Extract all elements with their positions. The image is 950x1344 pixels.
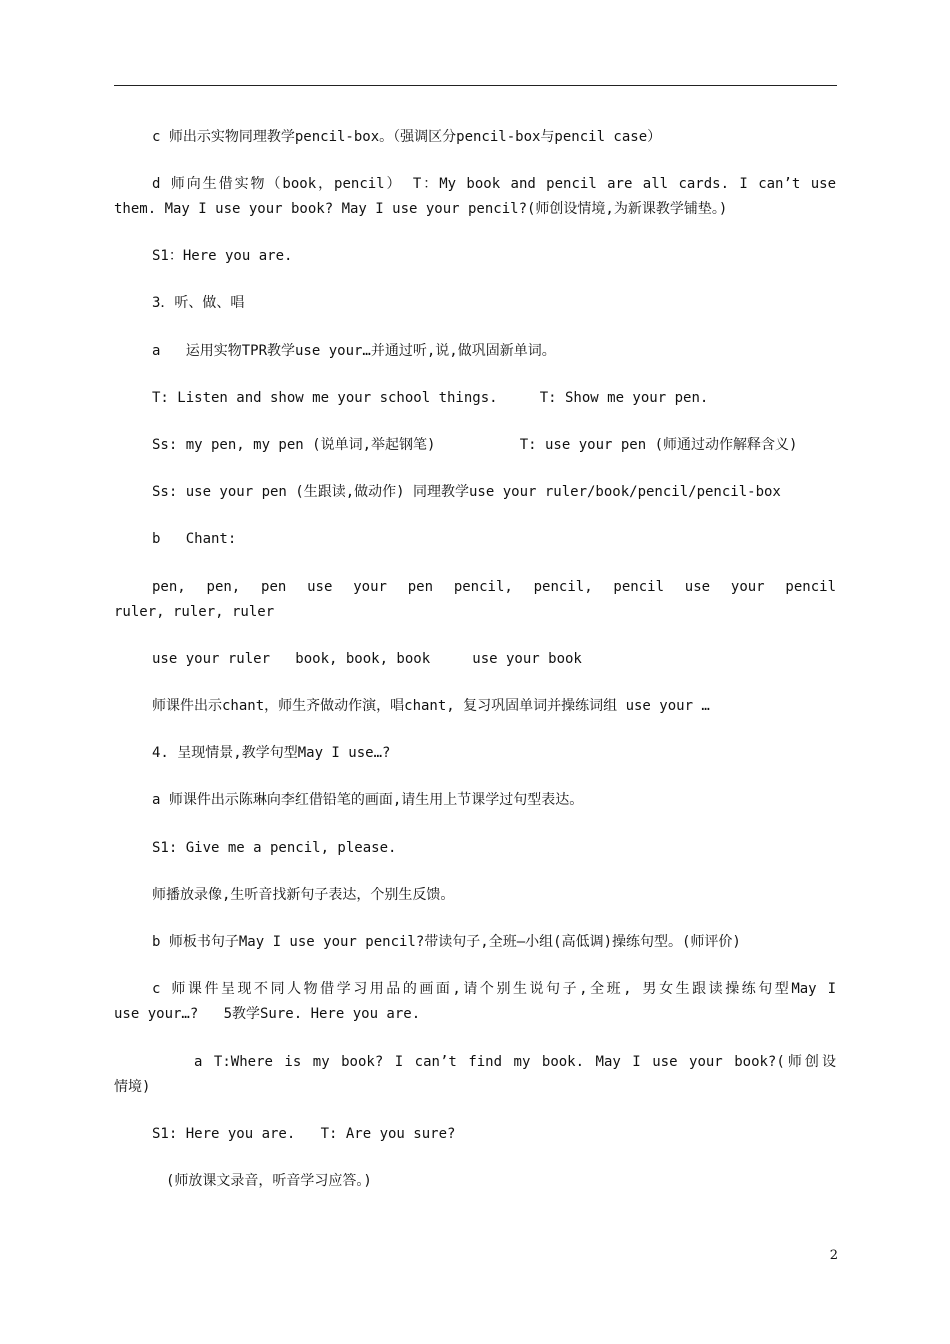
text-line: (师放课文录音，听音学习应答。) [166, 1173, 372, 1189]
text-line: 3．听、做、唱 [152, 295, 245, 311]
text-line: Ss: use your pen (生跟读,做动作) 同理教学use your ruler/book/pencil/pencil-box [152, 484, 781, 500]
text-line: T: Listen and show me your school things. T: Show me your pen. [152, 390, 709, 406]
text-line: a T:Where is my book? I can’t find my book. May I use your book?(师创设 [194, 1054, 836, 1070]
text-line: S1：Here you are. [152, 248, 293, 264]
text-line: 4. 呈现情景,教学句型May I use…? [152, 745, 391, 761]
text-line: S1: Here you are. T: Are you sure? [152, 1126, 456, 1142]
text-line: d 师向生借实物（book，pencil） T：My book and pencil are all cards. I can’t use [152, 176, 836, 192]
text-line: a 师课件出示陈琳向李红借铅笔的画面,请生用上节课学过句型表达。 [152, 792, 584, 808]
text-line: c 师出示实物同理教学pencil-box。（强调区分pencil-box与pencil case） [152, 129, 662, 145]
text-line: S1: Give me a pencil, please. [152, 840, 397, 856]
page-number: 2 [829, 1248, 838, 1263]
text-line: them. May I use your book? May I use your pencil?(师创设情境,为新课教学铺垫。) [114, 201, 728, 217]
text-line: c 师课件呈现不同人物借学习用品的画面,请个别生说句子,全班, 男女生跟读操练句型May I [152, 981, 836, 997]
text-line: 师播放录像,生听音找新句子表达，个别生反馈。 [152, 887, 455, 903]
text-line: pen, pen, pen use your pen pencil, pencil, pencil use your pencil [152, 579, 836, 595]
text-line: use your ruler book, book, book use your book [152, 651, 582, 667]
text-line: use your…? 5教学Sure. Here you are. [114, 1006, 421, 1022]
text-line: Ss: my pen, my pen (说单词,举起钢笔) T: use your pen (师通过动作解释含义) [152, 437, 798, 453]
header-rule [114, 85, 837, 86]
text-line: 情境) [114, 1079, 151, 1095]
text-line: b Chant: [152, 531, 237, 547]
text-line: b 师板书句子May I use your pencil?带读句子,全班—小组(高低调)操练句型。(师评价) [152, 934, 741, 950]
text-line: ruler, ruler, ruler [114, 604, 275, 620]
text-line: 师课件出示chant，师生齐做动作演，唱chant, 复习巩固单词并操练词组 use your … [152, 698, 710, 714]
text-line: a 运用实物TPR教学use your…并通过听,说,做巩固新单词。 [152, 343, 556, 359]
